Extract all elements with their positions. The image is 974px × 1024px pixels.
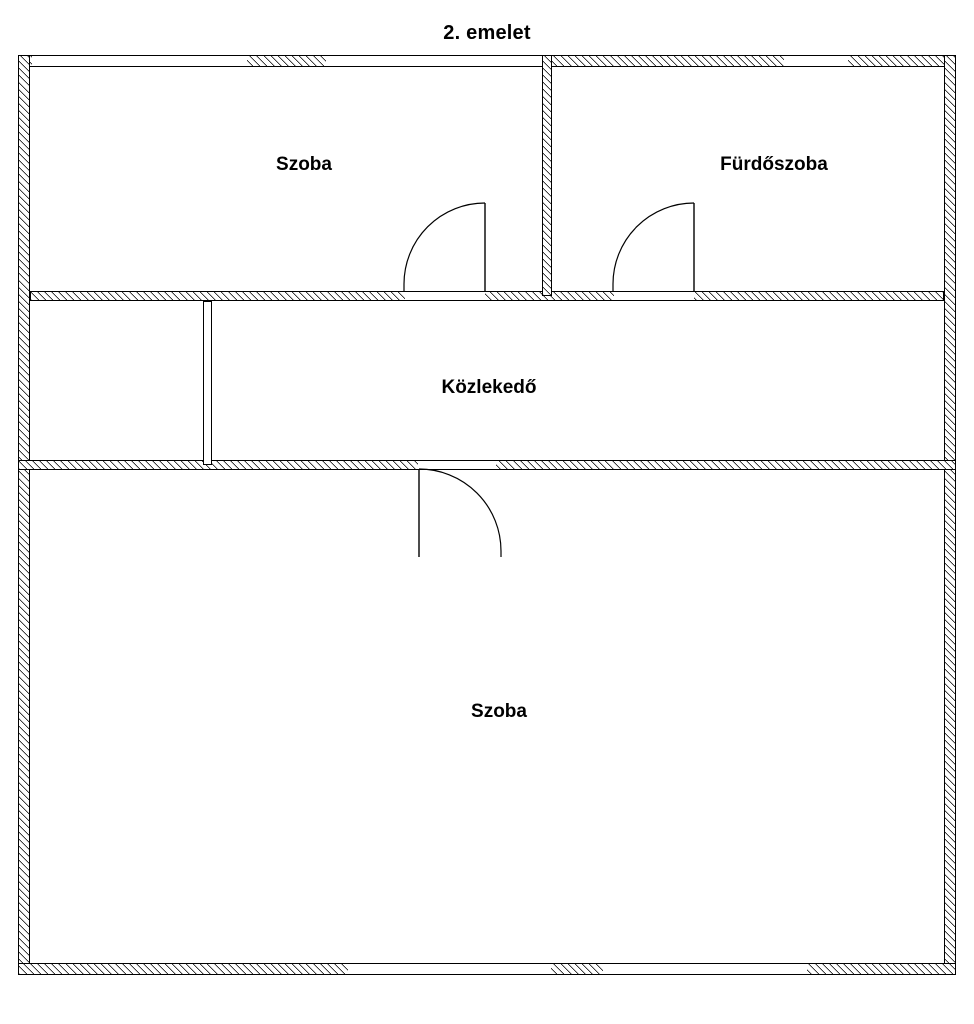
- door-furdoszoba: [613, 203, 699, 293]
- window-top-mid: [326, 55, 544, 67]
- window-top-right: [784, 55, 848, 67]
- room-label-kozlekedo: Közlekedő: [441, 377, 537, 398]
- door-szoba: [404, 203, 490, 293]
- window-top-left: [32, 55, 247, 67]
- window-bottom-left: [348, 963, 551, 975]
- exterior-wall-right: [944, 55, 956, 975]
- exterior-wall-left: [18, 55, 30, 975]
- interior-wall-vertical-bathroom: [542, 55, 552, 296]
- door-szoba-lower: [417, 467, 503, 559]
- page-title: 2. emelet: [443, 22, 531, 44]
- interior-partition-corridor: [203, 301, 212, 465]
- window-bottom-right: [603, 963, 807, 975]
- room-label-furdoszoba: Fürdőszoba: [720, 154, 828, 175]
- floorplan-drawing: [18, 55, 956, 975]
- room-label-szoba-lower: Szoba: [471, 701, 527, 722]
- room-label-szoba: Szoba: [276, 154, 332, 175]
